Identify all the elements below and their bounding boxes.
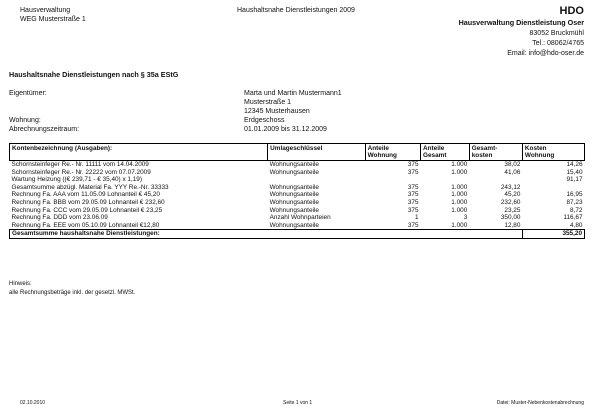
cell-share-total: 1.000 bbox=[451, 206, 468, 214]
cell-key: Wohnungsanteile bbox=[269, 183, 319, 191]
cell-share-flat: 1 bbox=[414, 214, 419, 222]
cell-cost-flat bbox=[522, 184, 584, 192]
company-email: Email: info@hdo-oser.de bbox=[507, 50, 584, 57]
cell-share-flat: 375 bbox=[407, 161, 419, 168]
cell-share-flat: 375 bbox=[407, 221, 419, 229]
cell-share-total: 1.000 bbox=[451, 191, 468, 199]
cell-cost-flat: 15,40 bbox=[566, 168, 583, 176]
cell-account: Schornsteinfeger Re.- Nr. 22222 vom 07.07.2009 bbox=[11, 168, 151, 176]
cell-key: Anzahl Wohnparteien bbox=[269, 214, 331, 222]
table-row bbox=[10, 222, 585, 230]
cell-key: Wohnungsanteile bbox=[269, 221, 319, 229]
table-row bbox=[10, 176, 585, 184]
table-row bbox=[10, 161, 585, 169]
table-header-row bbox=[10, 144, 585, 161]
cell-total-cost: 243,12 bbox=[500, 183, 521, 191]
cell-key: Wohnungsanteile bbox=[269, 206, 319, 214]
cell-account: Rechnung Fa. DDD vom 23.06.09 bbox=[11, 214, 108, 222]
cell-account: Rechnung Fa. EEE vom 05.10.09 Lohnanteil €12,80 bbox=[11, 221, 160, 229]
header-left-line2: WEG Musterstraße 1 bbox=[20, 16, 86, 23]
col-header-account: Kontenbezeichnung (Ausgaben): bbox=[10, 144, 268, 161]
company-name: Hausverwaltung Dienstleistung Oser bbox=[458, 18, 584, 27]
cell-share-total: 1.000 bbox=[451, 198, 468, 206]
cell-key: Wohnungsanteile bbox=[269, 191, 319, 199]
table-row bbox=[10, 214, 585, 222]
cell-total-cost: 12,80 bbox=[504, 221, 521, 229]
cell-total-cost bbox=[469, 176, 522, 184]
cell-total-cost: 350,00 bbox=[500, 214, 521, 222]
cell-cost-flat: 8,72 bbox=[570, 206, 583, 214]
owner-name: Marta und Martin Mustermann1 bbox=[244, 90, 342, 97]
note-label: Hinweis: bbox=[9, 281, 32, 287]
total-label: Gesamtsumme haushaltsnahe Dienstleistungen: bbox=[10, 230, 523, 239]
cell-share-flat: 375 bbox=[407, 206, 419, 214]
cell-account: Rechnung Fa. BBB vom 29.05.09 Lohnanteil € 232,60 bbox=[11, 198, 165, 206]
cell-total-cost: 23,25 bbox=[504, 206, 521, 214]
footer-date: 02.10.2010 bbox=[20, 400, 46, 406]
table-row bbox=[10, 184, 585, 192]
cell-cost-flat: 16,95 bbox=[566, 191, 583, 199]
company-address: 83052 Bruckmühl bbox=[529, 30, 584, 37]
col-header-key: Umlageschlüssel bbox=[268, 144, 365, 161]
flat-label: Wohnung: bbox=[9, 117, 41, 124]
cell-share-total: 1.000 bbox=[451, 183, 468, 191]
cell-cost-flat: 14,26 bbox=[566, 161, 583, 168]
cell-key: Wohnungsanteile bbox=[269, 198, 319, 206]
cell-account: Schornsteinfeger Re.- Nr. 11111 vom 14.04.2009 bbox=[11, 161, 149, 168]
footer-file: Datei: Muster-Nebenkostenabrechnung bbox=[496, 400, 584, 406]
cell-share-flat: 375 bbox=[407, 168, 419, 176]
cell-cost-flat: 91,17 bbox=[566, 176, 583, 184]
cell-share-total: 1.000 bbox=[451, 221, 468, 229]
period-value: 01.01.2009 bis 31.12.2009 bbox=[244, 126, 327, 133]
cell-account: Gesamtsumme abzügl. Material Fa. YYY Re.-Nr. 33333 bbox=[11, 183, 169, 191]
cell-total-cost: 45,20 bbox=[504, 191, 521, 199]
col-header-cost-flat: Kosten Wohnung bbox=[522, 144, 584, 161]
cell-account: Rechnung Fa. CCC vom 29.05.09 Lohnanteil € 23,25 bbox=[11, 206, 163, 214]
cell-share-flat: 375 bbox=[407, 198, 419, 206]
company-phone: Tel.: 08062/4765 bbox=[532, 40, 584, 47]
cell-share-total: 1.000 bbox=[451, 161, 468, 168]
cell-key bbox=[268, 176, 365, 184]
cell-key: Wohnungsanteile bbox=[269, 161, 319, 168]
cell-share-total bbox=[421, 176, 470, 184]
owner-label: Eigentümer: bbox=[9, 90, 47, 97]
cell-account: Wartung Heizung ((€ 239,71 - € 35,40) x 1,19) bbox=[11, 176, 142, 184]
flat-value: Erdgeschoss bbox=[244, 117, 285, 124]
cell-cost-flat: 116,67 bbox=[563, 214, 583, 222]
total-value: 355,20 bbox=[522, 230, 584, 239]
note-text: alle Rechnungsbeträge inkl. der gesetzl. MWSt. bbox=[9, 290, 136, 296]
cell-key: Wohnungsanteile bbox=[269, 168, 319, 176]
cell-total-cost: 41,06 bbox=[504, 168, 521, 176]
table-row bbox=[10, 199, 585, 207]
cell-account: Rechnung Fa. AAA vom 11.05.09 Lohnanteil € 45,20 bbox=[11, 191, 160, 199]
cell-share-flat: 375 bbox=[407, 183, 419, 191]
cell-share-total: 1.000 bbox=[451, 168, 468, 176]
footer-page: Seite 1 von 1 bbox=[283, 400, 313, 406]
table-row bbox=[10, 169, 585, 177]
header-center-title: Haushaltsnahe Dienstleistungen 2009 bbox=[237, 7, 355, 14]
table-row bbox=[10, 191, 585, 199]
company-logo: HDO bbox=[559, 5, 584, 17]
cell-cost-flat: 4,80 bbox=[570, 221, 583, 229]
col-header-total-cost: Gesamt- kosten bbox=[469, 144, 522, 161]
col-header-share-flat: Anteile Wohnung bbox=[365, 144, 420, 161]
period-label: Abrechnungszeitraum: bbox=[9, 126, 80, 133]
cell-share-flat: 375 bbox=[407, 191, 419, 199]
cell-total-cost: 38,02 bbox=[504, 161, 521, 168]
cell-share-total: 3 bbox=[463, 214, 468, 222]
header-left-line1: Hausverwaltung bbox=[20, 7, 71, 14]
owner-city: 12345 Musterhausen bbox=[244, 108, 310, 115]
cell-cost-flat: 87,23 bbox=[566, 198, 583, 206]
cell-total-cost: 232,60 bbox=[500, 198, 521, 206]
owner-street: Musterstraße 1 bbox=[244, 99, 292, 106]
table-total-row bbox=[10, 230, 585, 239]
table-row bbox=[10, 207, 585, 215]
cost-table bbox=[9, 143, 585, 239]
cell-share-flat bbox=[365, 176, 420, 184]
col-header-share-total: Anteile Gesamt bbox=[421, 144, 470, 161]
document-title: Haushaltsnahe Dienstleistungen nach § 35a EStG bbox=[9, 70, 179, 79]
